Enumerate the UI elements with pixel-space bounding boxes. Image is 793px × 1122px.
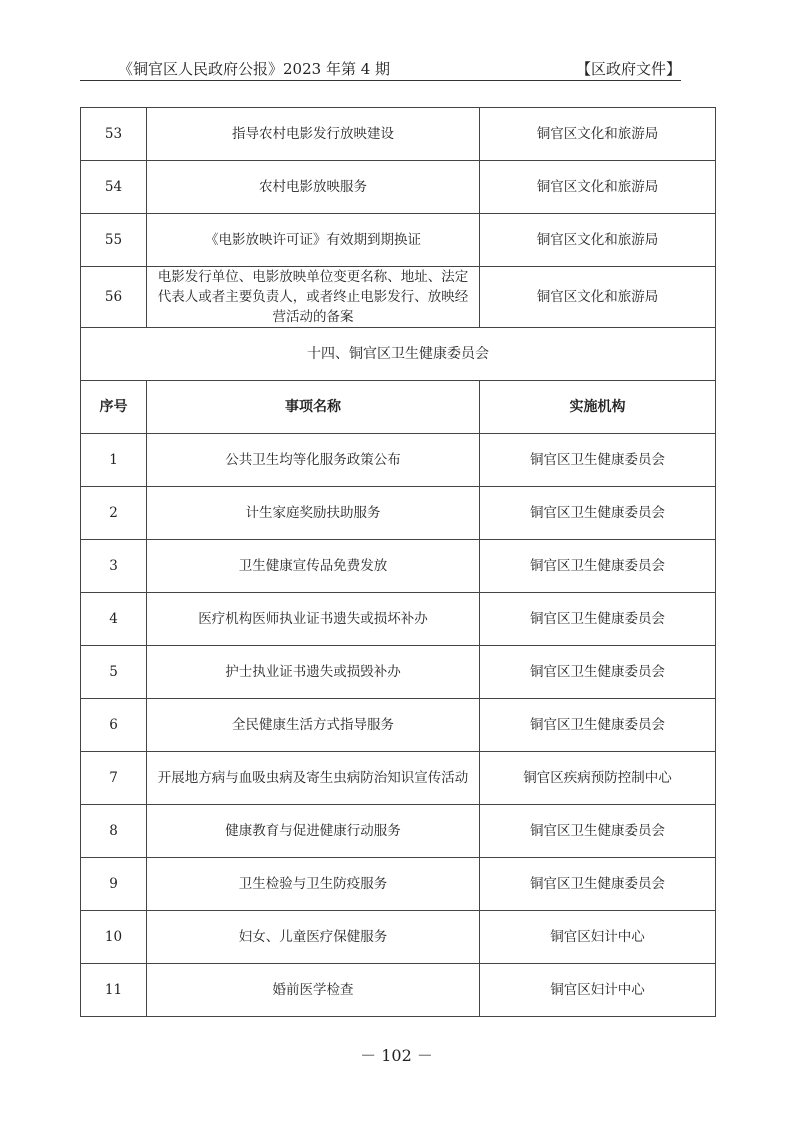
column-header-no: 序号 <box>81 381 147 434</box>
table-row <box>81 858 716 911</box>
section-row <box>81 328 716 381</box>
cell-no: 8 <box>81 805 147 858</box>
table-row <box>81 593 716 646</box>
cell-org: 铜官区文化和旅游局 <box>480 161 716 214</box>
table-row <box>81 267 716 328</box>
table-row <box>81 752 716 805</box>
cell-no: 1 <box>81 434 147 487</box>
cell-name: 《电影放映许可证》有效期到期换证 <box>147 214 480 267</box>
cell-name: 农村电影放映服务 <box>147 161 480 214</box>
cell-no: 2 <box>81 487 147 540</box>
table-row <box>81 434 716 487</box>
cell-no: 4 <box>81 593 147 646</box>
cell-org: 铜官区卫生健康委员会 <box>480 487 716 540</box>
cell-name: 医疗机构医师执业证书遗失或损坏补办 <box>147 593 480 646</box>
cell-name: 电影发行单位、电影放映单位变更名称、地址、法定代表人或者主要负责人，或者终止电影发行、放映经营活动的备案 <box>147 267 480 328</box>
cell-org: 铜官区文化和旅游局 <box>480 108 716 161</box>
cell-org: 铜官区卫生健康委员会 <box>480 434 716 487</box>
cell-org: 铜官区卫生健康委员会 <box>480 646 716 699</box>
cell-name: 公共卫生均等化服务政策公布 <box>147 434 480 487</box>
cell-name: 健康教育与促进健康行动服务 <box>147 805 480 858</box>
table-header-row <box>81 381 716 434</box>
cell-org: 铜官区卫生健康委员会 <box>480 699 716 752</box>
cell-org: 铜官区卫生健康委员会 <box>480 540 716 593</box>
table-row <box>81 805 716 858</box>
items-table <box>80 107 716 1017</box>
table-row <box>81 487 716 540</box>
cell-name: 卫生健康宣传品免费发放 <box>147 540 480 593</box>
cell-name: 婚前医学检查 <box>147 964 480 1017</box>
table-row <box>81 214 716 267</box>
cell-no: 11 <box>81 964 147 1017</box>
cell-no: 10 <box>81 911 147 964</box>
publication-title: 《铜官区人民政府公报》2023 年第 4 期 <box>118 60 391 78</box>
cell-org: 铜官区卫生健康委员会 <box>480 593 716 646</box>
cell-name: 护士执业证书遗失或损毁补办 <box>147 646 480 699</box>
cell-org: 铜官区文化和旅游局 <box>480 214 716 267</box>
cell-name: 计生家庭奖励扶助服务 <box>147 487 480 540</box>
column-header-org: 实施机构 <box>480 381 716 434</box>
cell-no: 7 <box>81 752 147 805</box>
cell-org: 铜官区文化和旅游局 <box>480 267 716 328</box>
page-header <box>80 56 681 81</box>
table-row <box>81 964 716 1017</box>
cell-no: 56 <box>81 267 147 328</box>
table-row <box>81 646 716 699</box>
cell-org: 铜官区妇计中心 <box>480 964 716 1017</box>
cell-org: 铜官区妇计中心 <box>480 911 716 964</box>
table-row <box>81 108 716 161</box>
table-row <box>81 699 716 752</box>
cell-org: 铜官区卫生健康委员会 <box>480 805 716 858</box>
cell-name: 指导农村电影发行放映建设 <box>147 108 480 161</box>
table-row <box>81 911 716 964</box>
cell-no: 9 <box>81 858 147 911</box>
cell-no: 3 <box>81 540 147 593</box>
cell-no: 53 <box>81 108 147 161</box>
cell-no: 55 <box>81 214 147 267</box>
section-title: 十四、铜官区卫生健康委员会 <box>81 328 716 381</box>
column-header-name: 事项名称 <box>147 381 480 434</box>
cell-no: 5 <box>81 646 147 699</box>
section-label: 【区政府文件】 <box>575 60 681 78</box>
table-row <box>81 161 716 214</box>
cell-name: 卫生检验与卫生防疫服务 <box>147 858 480 911</box>
cell-no: 54 <box>81 161 147 214</box>
page-number: － 102 － <box>360 1046 433 1065</box>
cell-org: 铜官区疾病预防控制中心 <box>480 752 716 805</box>
cell-org: 铜官区卫生健康委员会 <box>480 858 716 911</box>
cell-no: 6 <box>81 699 147 752</box>
cell-name: 妇女、儿童医疗保健服务 <box>147 911 480 964</box>
cell-name: 全民健康生活方式指导服务 <box>147 699 480 752</box>
cell-name: 开展地方病与血吸虫病及寄生虫病防治知识宣传活动 <box>147 752 480 805</box>
table-row <box>81 540 716 593</box>
